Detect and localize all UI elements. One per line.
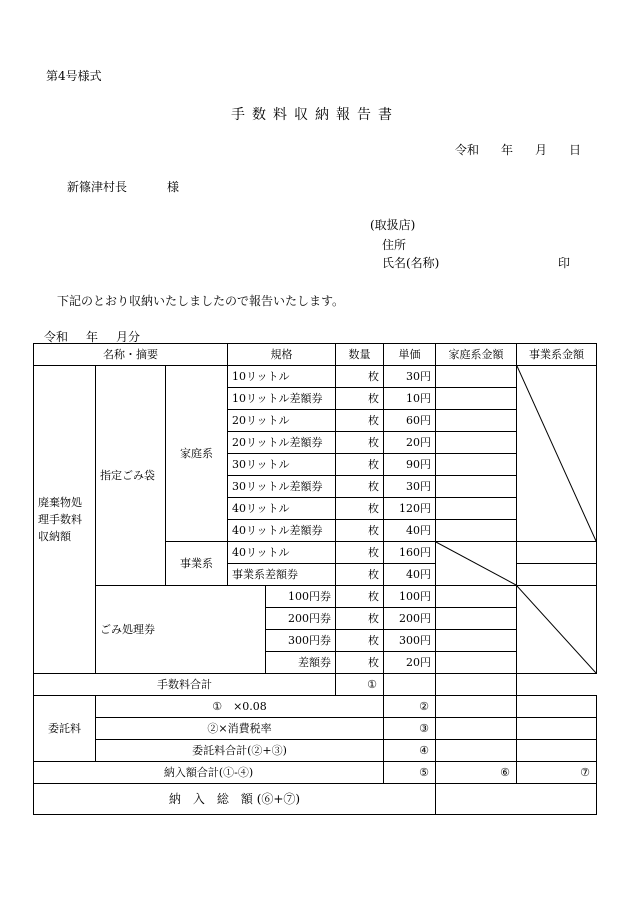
table-row [34,586,597,608]
price-cell: 20円 [384,652,436,674]
seal-mark: 印 [558,256,571,270]
grand-total-amount[interactable] [436,784,597,815]
name-label: 氏名(名称) [382,256,440,270]
handler-label: (取扱店) [370,218,416,232]
qty-cell: 枚 [336,520,384,542]
price-cell: 60円 [384,410,436,432]
price-cell: 300円 [384,630,436,652]
address-label: 住所 [382,238,407,252]
addressee-name: 新篠津村長 [67,180,128,194]
spec-cell: 20リットル [228,410,336,432]
price-cell: 90円 [384,454,436,476]
commission-formula: ① ×0.08 [96,696,384,718]
commission-formula: ②×消費税率 [96,718,384,740]
household-total-mark[interactable]: ⑥ [436,762,517,784]
period-era: 令和 [44,330,69,344]
business-amount-cell[interactable] [517,696,597,718]
fee-report-table [33,343,597,815]
qty-cell: 枚 [336,586,384,608]
price-cell: 40円 [384,564,436,586]
grand-total-row [34,784,597,815]
household-amount-cell[interactable] [436,652,517,674]
fee-total-label: 手数料合計 [34,674,336,696]
qty-cell: 枚 [336,388,384,410]
commission-formula: 委託料合計(②+③) [96,740,384,762]
intro-text: 下記のとおり収納いたしましたので報告いたします。 [57,294,345,308]
diagonal-strike [517,586,596,673]
price-cell: 100円 [384,586,436,608]
addressee [67,178,179,195]
price-cell: 30円 [384,366,436,388]
payment-total-label: 納入額合計(①-④) [34,762,384,784]
header-spec: 規格 [228,344,336,366]
spec-cell: 30リットル差額券 [228,476,336,498]
qty-cell: 枚 [336,498,384,520]
fee-total-mark: ① [336,674,384,696]
household-amount-cell[interactable] [436,520,517,542]
qty-cell: 枚 [336,630,384,652]
spec-cell: 40リットル [228,542,336,564]
household-amount-cell[interactable] [436,696,517,718]
qty-cell: 枚 [336,652,384,674]
spec-cell: 事業系差額券 [228,564,336,586]
qty-cell: 枚 [336,542,384,564]
header-household: 家庭系金額 [436,344,517,366]
household-amount-cell[interactable] [436,586,517,608]
qty-cell: 枚 [336,608,384,630]
household-amount-cell[interactable] [436,630,517,652]
header-business: 事業系金額 [517,344,597,366]
payment-total-mark: ⑤ [384,762,436,784]
business-amount-cell[interactable] [436,674,517,696]
date-day: 日 [569,143,582,157]
document-title: 手数料収納報告書 [231,107,399,123]
spec-cell: 20リットル差額券 [228,432,336,454]
qty-cell: 枚 [336,454,384,476]
household-amount-cell[interactable] [436,608,517,630]
business-amount-struck [517,586,597,674]
commission-row [34,718,597,740]
payment-total-row [34,762,597,784]
business-total-mark[interactable]: ⑦ [517,762,597,784]
spec-cell: 100円券 [266,586,336,608]
price-cell: 30円 [384,476,436,498]
household-amount-cell[interactable] [436,366,517,388]
price-cell: 20円 [384,432,436,454]
ticket-label: ごみ処理券 [96,586,266,674]
commission-mark: ② [384,696,436,718]
business-amount-cell[interactable] [517,564,597,586]
spec-cell: 30リットル [228,454,336,476]
diagonal-strike [517,366,596,541]
header-row [34,344,597,366]
commission-mark: ③ [384,718,436,740]
honorific: 様 [167,180,180,194]
price-cell: 10円 [384,388,436,410]
spec-cell: 40リットル差額券 [228,520,336,542]
qty-cell: 枚 [336,432,384,454]
diagonal-strike [436,542,516,585]
date-month: 月 [535,143,548,157]
household-amount-cell[interactable] [436,410,517,432]
household-amount-struck [436,542,517,586]
date-era: 令和 [455,143,480,157]
household-amount-cell[interactable] [436,388,517,410]
household-amount-cell[interactable] [436,718,517,740]
spec-cell: 200円券 [266,608,336,630]
household-amount-cell[interactable] [436,432,517,454]
qty-cell: 枚 [336,410,384,432]
date-line [455,141,603,158]
commission-label: 委託料 [34,696,96,762]
household-amount-cell[interactable] [436,454,517,476]
period-year: 年 [86,330,99,344]
header-price: 単価 [384,344,436,366]
household-label: 家庭系 [166,366,228,542]
price-cell: 120円 [384,498,436,520]
business-amount-cell[interactable] [517,542,597,564]
period-month: 月分 [116,330,141,344]
header-name: 名称・摘要 [34,344,228,366]
business-amount-struck [517,366,597,542]
commission-row [34,696,597,718]
business-amount-cell[interactable] [517,740,597,762]
bag-label: 指定ごみ袋 [96,366,166,586]
price-cell: 160円 [384,542,436,564]
price-cell: 200円 [384,608,436,630]
household-amount-cell[interactable] [436,498,517,520]
spec-cell: 10リットル差額券 [228,388,336,410]
household-amount-cell[interactable] [436,740,517,762]
business-label: 事業系 [166,542,228,586]
header-qty: 数量 [336,344,384,366]
commission-mark: ④ [384,740,436,762]
spec-cell: 差額券 [266,652,336,674]
table-row [34,366,597,388]
qty-cell: 枚 [336,366,384,388]
household-amount-cell[interactable] [436,476,517,498]
form-number: 第4号様式 [46,69,102,83]
business-amount-cell[interactable] [517,718,597,740]
date-year: 年 [501,143,514,157]
spec-cell: 40リットル [228,498,336,520]
spec-cell: 10リットル [228,366,336,388]
price-cell: 40円 [384,520,436,542]
qty-cell: 枚 [336,564,384,586]
commission-row [34,740,597,762]
category-main: 廃棄物処理手数料収納額 [34,366,96,674]
spec-cell: 300円券 [266,630,336,652]
qty-cell: 枚 [336,476,384,498]
fee-total-row [34,674,597,696]
grand-total-label: 納 入 総 額 (⑥+⑦) [34,784,436,815]
household-amount-cell[interactable] [384,674,436,696]
